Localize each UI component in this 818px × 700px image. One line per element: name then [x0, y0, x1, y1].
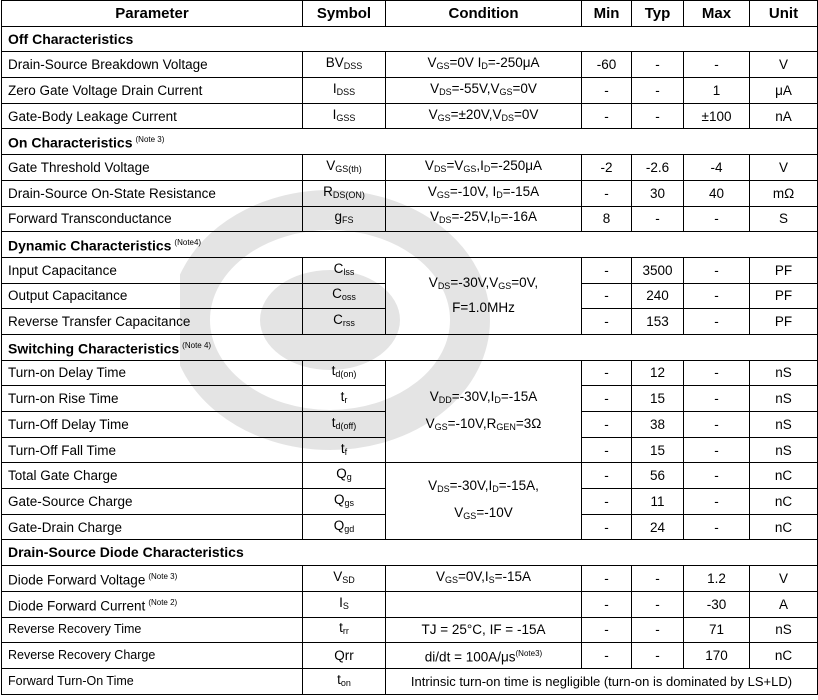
min-cell: - — [582, 591, 632, 617]
symbol-sub: r — [344, 395, 348, 406]
param-cell: Input Capacitance — [2, 257, 303, 283]
cond-line — [392, 385, 575, 412]
param-cell: Gate-Body Leakage Current — [2, 103, 303, 129]
param-text: Diode Forward Voltage — [8, 572, 146, 588]
symbol-sub: f — [344, 446, 348, 457]
max-cell: - — [684, 283, 750, 309]
cond-part: =-250μA — [490, 157, 543, 173]
cond-part: =V — [446, 157, 464, 173]
cond-sub: GS — [444, 574, 458, 585]
cond-sub: GS — [499, 86, 513, 97]
cond-part: =-10V — [476, 505, 513, 521]
symbol-main: t — [340, 440, 345, 456]
typ-cell: 3500 — [632, 257, 684, 283]
typ-cell: - — [632, 566, 684, 592]
symbol-sub: rss — [342, 318, 355, 329]
cond-part: V — [427, 183, 437, 199]
cond-sub: DS — [437, 281, 451, 292]
unit-cell: V — [750, 566, 818, 592]
section-row — [2, 26, 818, 52]
cond-part: V — [427, 55, 437, 71]
cond-sub: DD — [438, 394, 452, 405]
typ-cell: 56 — [632, 463, 684, 489]
section-switching — [2, 334, 818, 360]
param-text: Diode Forward Current — [8, 598, 146, 614]
symbol-cell — [303, 309, 386, 335]
cond-part: V — [425, 415, 435, 431]
max-cell: -4 — [684, 155, 750, 181]
unit-cell: nS — [750, 437, 818, 463]
symbol-cell — [303, 180, 386, 206]
cond-line — [392, 474, 575, 501]
typ-cell: 15 — [632, 437, 684, 463]
condition-cell — [386, 180, 582, 206]
min-cell: - — [582, 489, 632, 515]
header-condition: Condition — [386, 1, 582, 27]
cond-sub: D — [483, 163, 491, 174]
cond-part: V — [428, 478, 438, 494]
max-cell: - — [684, 386, 750, 412]
symbol-cell — [303, 360, 386, 386]
symbol-cell — [303, 257, 386, 283]
table-row — [2, 78, 818, 104]
symbol-main: t — [339, 620, 343, 636]
condition-cell — [386, 643, 582, 669]
cond-part: =-15A, — [498, 478, 539, 494]
header-parameter: Parameter — [2, 1, 303, 27]
min-cell: - — [582, 309, 632, 335]
cond-sub: DS — [437, 484, 450, 495]
typ-cell: - — [632, 643, 684, 669]
max-cell: - — [684, 206, 750, 232]
cond-part: V — [428, 275, 438, 291]
cond-sub: DS — [439, 86, 452, 97]
cond-part: =-10V,R — [447, 415, 497, 431]
table-row — [2, 52, 818, 78]
condition-cell — [386, 591, 582, 617]
section-title: Switching Characteristics — [8, 340, 180, 357]
min-cell: - — [582, 103, 632, 129]
symbol-main: t — [331, 414, 336, 430]
table-row — [2, 591, 818, 617]
symbol-main: Q — [336, 466, 347, 482]
max-cell: - — [684, 360, 750, 386]
unit-cell: nC — [750, 489, 818, 515]
unit-cell: nC — [750, 514, 818, 540]
symbol-main: Q — [333, 491, 345, 507]
cond-sub: GS — [463, 511, 477, 522]
table-row — [2, 180, 818, 206]
cond-part: =-25V,I — [451, 209, 495, 225]
table-row — [2, 155, 818, 181]
condition-cell — [386, 360, 582, 463]
max-cell: 1.2 — [684, 566, 750, 592]
table-row — [2, 103, 818, 129]
param-cell: Reverse Recovery Time — [2, 617, 303, 643]
param-cell: Forward Transconductance — [2, 206, 303, 232]
typ-cell: 12 — [632, 360, 684, 386]
symbol-cell — [303, 463, 386, 489]
unit-cell: V — [750, 155, 818, 181]
param-cell — [2, 566, 303, 592]
max-cell: - — [684, 489, 750, 515]
cond-sub: D — [481, 61, 488, 72]
max-cell: - — [684, 437, 750, 463]
unit-cell: S — [750, 206, 818, 232]
unit-cell: A — [750, 591, 818, 617]
section-dynamic — [2, 232, 818, 258]
typ-cell: - — [632, 52, 684, 78]
condition-cell — [386, 566, 582, 592]
cond-line: F=1.0MHz — [452, 300, 515, 316]
typ-cell: 24 — [632, 514, 684, 540]
condition-cell — [386, 155, 582, 181]
symbol-cell — [303, 668, 386, 694]
cond-sub: GS — [463, 163, 477, 174]
symbol-main: V — [333, 568, 343, 584]
cond-part: =0V, — [511, 275, 539, 291]
typ-cell: -2.6 — [632, 155, 684, 181]
param-note: (Note 2) — [148, 597, 178, 607]
cond-part: =0V — [513, 106, 539, 122]
cond-part: =-55V,V — [451, 80, 500, 96]
cond-sub: DS — [501, 112, 514, 123]
unit-cell: mΩ — [750, 180, 818, 206]
symbol-cell — [303, 412, 386, 438]
max-cell: 40 — [684, 180, 750, 206]
symbol-cell — [303, 283, 386, 309]
symbol-sub: GSS — [336, 112, 356, 123]
cond-sub: GS — [434, 421, 448, 432]
typ-cell: 11 — [632, 489, 684, 515]
param-cell: Zero Gate Voltage Drain Current — [2, 78, 303, 104]
symbol-sub: gd — [344, 523, 355, 534]
condition-cell — [386, 52, 582, 78]
condition-cell: Intrinsic turn-on time is negligible (turn-on is dominated by LS+LD) — [386, 668, 818, 694]
symbol-sub: DS(ON) — [332, 189, 365, 200]
table-row — [2, 463, 818, 489]
cond-part: =-250μA — [487, 55, 540, 71]
cond-part: =-16A — [500, 209, 538, 225]
symbol-cell — [303, 386, 386, 412]
param-cell: Turn-on Rise Time — [2, 386, 303, 412]
section-row — [2, 129, 818, 155]
max-cell: - — [684, 309, 750, 335]
cond-note: (Note3) — [515, 649, 543, 659]
cond-part: V — [429, 388, 439, 404]
symbol-cell: Qrr — [303, 643, 386, 669]
max-cell: 170 — [684, 643, 750, 669]
symbol-sub: FS — [342, 215, 354, 226]
section-title: On Characteristics — [8, 135, 133, 152]
table-row — [2, 360, 818, 386]
min-cell: - — [582, 514, 632, 540]
min-cell: -60 — [582, 52, 632, 78]
symbol-main: C — [333, 312, 343, 328]
symbol-main: t — [337, 671, 341, 687]
unit-cell: PF — [750, 257, 818, 283]
cond-part: =-15A — [500, 388, 538, 404]
electrical-characteristics-table — [1, 0, 818, 695]
symbol-main: Q — [333, 517, 345, 533]
section-row — [2, 540, 818, 566]
table-row — [2, 668, 818, 694]
cond-part: V — [430, 80, 440, 96]
param-cell: Turn-Off Delay Time — [2, 412, 303, 438]
symbol-main: I — [339, 594, 343, 610]
typ-cell: 240 — [632, 283, 684, 309]
cond-part: =-30V,I — [451, 388, 495, 404]
section-row — [2, 334, 818, 360]
cond-part: V — [435, 568, 445, 584]
header-row — [2, 1, 818, 27]
max-cell: - — [684, 257, 750, 283]
section-note: (Note4) — [174, 238, 202, 248]
unit-cell: nA — [750, 103, 818, 129]
symbol-sub: S — [342, 600, 349, 611]
param-cell — [2, 591, 303, 617]
symbol-sub: d(on) — [335, 369, 357, 380]
typ-cell: - — [632, 103, 684, 129]
cond-line — [392, 501, 575, 528]
typ-cell: 38 — [632, 412, 684, 438]
header-unit: Unit — [750, 1, 818, 27]
param-cell: Drain-Source Breakdown Voltage — [2, 52, 303, 78]
typ-cell: - — [632, 591, 684, 617]
cond-part: =-30V,V — [450, 275, 499, 291]
max-cell: - — [684, 514, 750, 540]
symbol-cell — [303, 566, 386, 592]
condition-cell — [386, 206, 582, 232]
unit-cell: nS — [750, 386, 818, 412]
cond-line — [392, 272, 575, 297]
table-row — [2, 566, 818, 592]
min-cell: - — [582, 283, 632, 309]
param-cell: Reverse Transfer Capacitance — [2, 309, 303, 335]
cond-part: V — [424, 157, 434, 173]
symbol-cell — [303, 437, 386, 463]
typ-cell: 15 — [632, 386, 684, 412]
min-cell: - — [582, 412, 632, 438]
symbol-cell — [303, 103, 386, 129]
symbol-sub: DSS — [336, 86, 356, 97]
symbol-sub: gs — [344, 497, 355, 508]
param-cell: Gate-Drain Charge — [2, 514, 303, 540]
condition-cell — [386, 257, 582, 334]
condition-cell — [386, 463, 582, 540]
min-cell: - — [582, 643, 632, 669]
max-cell: -30 — [684, 591, 750, 617]
cond-sub: GEN — [496, 421, 516, 432]
section-title: Drain-Source Diode Characteristics — [8, 544, 244, 561]
header-min: Min — [582, 1, 632, 27]
min-cell: - — [582, 257, 632, 283]
symbol-sub: on — [340, 677, 351, 688]
cond-sub: D — [496, 189, 503, 200]
cond-part: =3Ω — [515, 415, 542, 431]
max-cell: - — [684, 52, 750, 78]
symbol-sub: SD — [342, 574, 355, 585]
unit-cell: nC — [750, 643, 818, 669]
cond-sub: S — [488, 574, 495, 585]
cond-sub: D — [494, 394, 501, 405]
symbol-sub: DSS — [343, 61, 363, 72]
max-cell: 71 — [684, 617, 750, 643]
unit-cell: nC — [750, 463, 818, 489]
cond-sub: D — [494, 215, 501, 226]
symbol-sub: rr — [342, 626, 349, 637]
min-cell: - — [582, 180, 632, 206]
symbol-main: C — [332, 286, 342, 302]
min-cell: 8 — [582, 206, 632, 232]
min-cell: - — [582, 360, 632, 386]
unit-cell: μA — [750, 78, 818, 104]
cond-sub: GS — [436, 61, 450, 72]
cond-part: ,I — [476, 157, 484, 173]
cond-part: =-10V, I — [449, 183, 497, 199]
cond-part: V — [428, 106, 438, 122]
typ-cell: - — [632, 78, 684, 104]
symbol-cell — [303, 206, 386, 232]
symbol-cell — [303, 489, 386, 515]
symbol-sub: GS(th) — [335, 163, 362, 174]
param-cell: Drain-Source On-State Resistance — [2, 180, 303, 206]
cond-part: V — [454, 505, 464, 521]
cond-part: V — [429, 209, 439, 225]
section-off — [2, 26, 818, 52]
typ-cell: 153 — [632, 309, 684, 335]
typ-cell: 30 — [632, 180, 684, 206]
param-cell: Output Capacitance — [2, 283, 303, 309]
typ-cell: - — [632, 617, 684, 643]
unit-cell: PF — [750, 283, 818, 309]
cond-sub: GS — [436, 189, 450, 200]
max-cell: - — [684, 412, 750, 438]
min-cell: -2 — [582, 155, 632, 181]
symbol-main: I — [332, 80, 337, 96]
section-on — [2, 129, 818, 155]
cond-part: =-15A — [494, 568, 532, 584]
cond-line — [392, 412, 575, 439]
cond-part: =-15A — [502, 183, 540, 199]
cond-sub: DS — [438, 215, 452, 226]
symbol-main: V — [326, 157, 336, 173]
param-cell: Total Gate Charge — [2, 463, 303, 489]
header-symbol: Symbol — [303, 1, 386, 27]
symbol-main: C — [333, 260, 344, 276]
condition-cell — [386, 78, 582, 104]
cond-part: =0V,I — [457, 568, 489, 584]
section-diode — [2, 540, 818, 566]
max-cell: ±100 — [684, 103, 750, 129]
unit-cell: V — [750, 52, 818, 78]
param-note: (Note 3) — [148, 572, 178, 582]
cond-part: =-30V,I — [449, 478, 493, 494]
param-cell: Gate-Source Charge — [2, 489, 303, 515]
cond-sub: GS — [498, 281, 512, 292]
section-row — [2, 232, 818, 258]
symbol-cell — [303, 52, 386, 78]
symbol-main: BV — [325, 55, 344, 71]
symbol-cell — [303, 78, 386, 104]
symbol-sub: g — [346, 472, 352, 483]
section-note: (Note 3) — [135, 135, 165, 145]
table-row — [2, 206, 818, 232]
cond-sub: DS — [433, 163, 447, 174]
max-cell: - — [684, 463, 750, 489]
unit-cell: nS — [750, 360, 818, 386]
min-cell: - — [582, 386, 632, 412]
typ-cell: - — [632, 206, 684, 232]
cond-part: di/dt = 100A/μs — [424, 649, 516, 665]
symbol-cell — [303, 591, 386, 617]
symbol-cell — [303, 155, 386, 181]
symbol-main: t — [340, 389, 345, 405]
symbol-sub: oss — [341, 292, 356, 303]
cond-part: =0V — [512, 80, 537, 96]
cond-sub: GS — [437, 112, 451, 123]
symbol-sub: lss — [343, 266, 355, 277]
cond-sub: D — [492, 484, 499, 495]
min-cell: - — [582, 437, 632, 463]
param-cell: Gate Threshold Voltage — [2, 155, 303, 181]
symbol-main: R — [323, 183, 333, 199]
header-max: Max — [684, 1, 750, 27]
min-cell: - — [582, 566, 632, 592]
param-cell: Turn-on Delay Time — [2, 360, 303, 386]
min-cell: - — [582, 463, 632, 489]
symbol-main: g — [334, 209, 342, 225]
condition-cell: TJ = 25°C, IF = -15A — [386, 617, 582, 643]
symbol-cell — [303, 514, 386, 540]
condition-cell — [386, 103, 582, 129]
param-cell: Forward Turn-On Time — [2, 668, 303, 694]
cond-part: =±20V,V — [450, 106, 502, 122]
param-cell: Reverse Recovery Charge — [2, 643, 303, 669]
cond-part: =0V I — [449, 55, 482, 71]
unit-cell: nS — [750, 617, 818, 643]
min-cell: - — [582, 617, 632, 643]
symbol-cell — [303, 617, 386, 643]
table-row — [2, 617, 818, 643]
table-row — [2, 257, 818, 283]
min-cell: - — [582, 78, 632, 104]
unit-cell: PF — [750, 309, 818, 335]
unit-cell: nS — [750, 412, 818, 438]
max-cell: 1 — [684, 78, 750, 104]
table-row — [2, 643, 818, 669]
symbol-sub: d(off) — [335, 420, 357, 431]
section-title: Off Characteristics — [8, 30, 134, 47]
header-typ: Typ — [632, 1, 684, 27]
section-note: (Note 4) — [182, 340, 212, 350]
param-cell: Turn-Off Fall Time — [2, 437, 303, 463]
symbol-main: t — [331, 363, 336, 379]
section-title: Dynamic Characteristics — [8, 237, 172, 254]
symbol-main: I — [332, 106, 337, 122]
